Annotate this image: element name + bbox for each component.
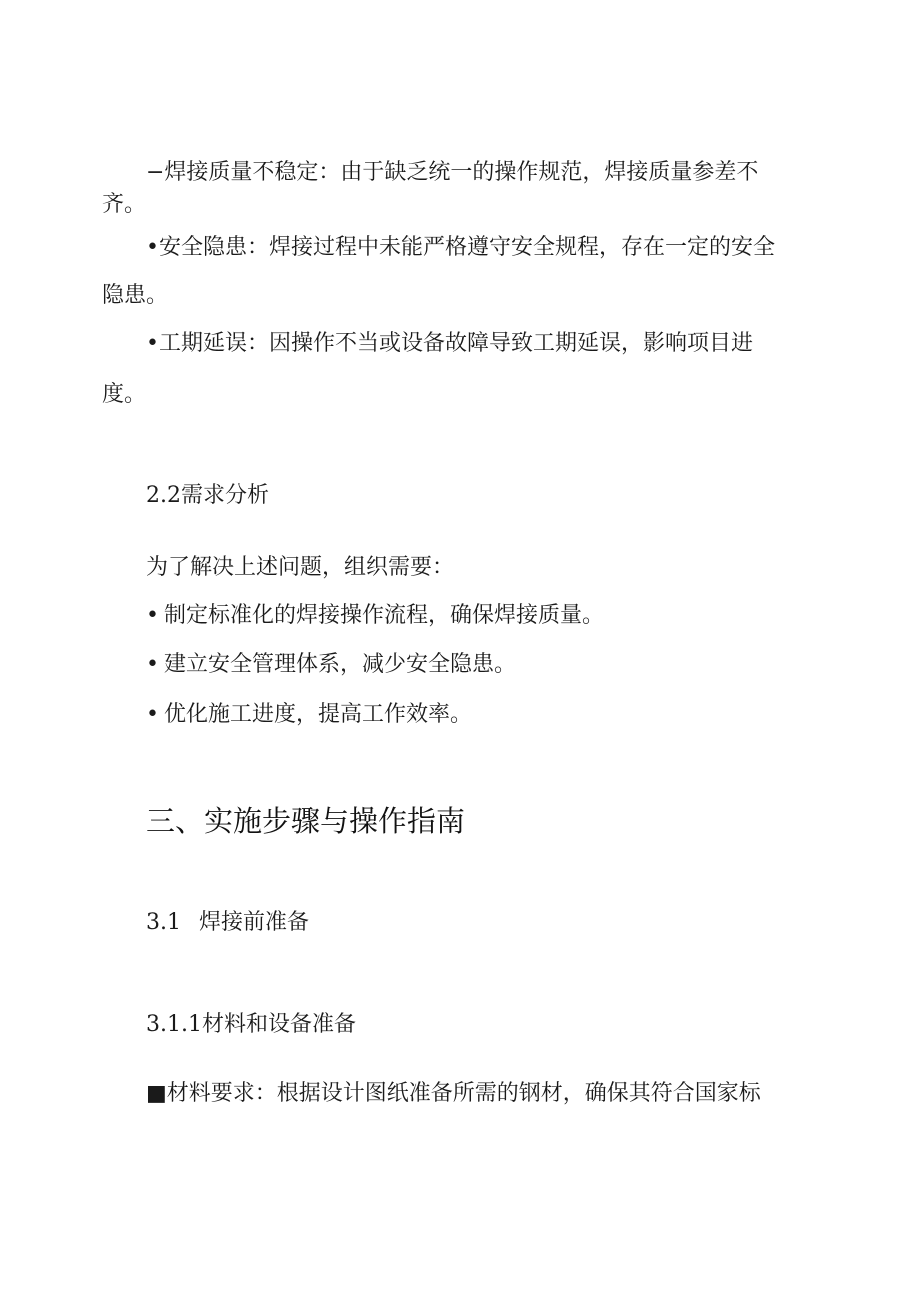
issue-quality-line1: −焊接质量不稳定：由于缺乏统一的操作规范，焊接质量参差不 bbox=[146, 160, 759, 185]
bullet-icon: • bbox=[146, 603, 159, 628]
issue-safety-line2: 隐患。 bbox=[102, 283, 169, 308]
section-2-2-intro: 为了解决上述问题，组织需要： bbox=[146, 555, 455, 580]
issue-safety-line1: •安全隐患：焊接过程中未能严格遵守安全规程，存在一定的安全 bbox=[146, 235, 775, 260]
requirement-item bbox=[146, 650, 516, 680]
material-requirement-line: ■材料要求：根据设计图纸准备所需的钢材，确保其符合国家标 bbox=[146, 1081, 761, 1106]
requirement-text: 优化施工进度，提高工作效率。 bbox=[164, 702, 473, 727]
section-3-1-1-heading: 3.1.1材料和设备准备 bbox=[146, 1012, 356, 1037]
section-3-1-heading bbox=[146, 908, 309, 938]
section-3-1-title: 焊接前准备 bbox=[199, 910, 310, 935]
requirement-item bbox=[146, 700, 472, 730]
chapter-3-heading: 三、实施步骤与操作指南 bbox=[146, 804, 466, 838]
issue-quality-line2: 齐。 bbox=[102, 192, 147, 217]
requirement-item bbox=[146, 601, 604, 631]
requirement-text: 建立安全管理体系，减少安全隐患。 bbox=[164, 652, 517, 677]
issue-schedule-line2: 度。 bbox=[102, 382, 147, 407]
section-2-2-title: 2.2需求分析 bbox=[146, 483, 269, 508]
bullet-icon: • bbox=[146, 652, 159, 677]
issue-schedule-line1: •工期延误：因操作不当或设备故障导致工期延误，影响项目进 bbox=[146, 331, 753, 356]
section-3-1-number: 3.1 bbox=[146, 910, 181, 935]
bullet-icon: • bbox=[146, 702, 159, 727]
requirement-text: 制定标准化的焊接操作流程，确保焊接质量。 bbox=[164, 603, 605, 628]
